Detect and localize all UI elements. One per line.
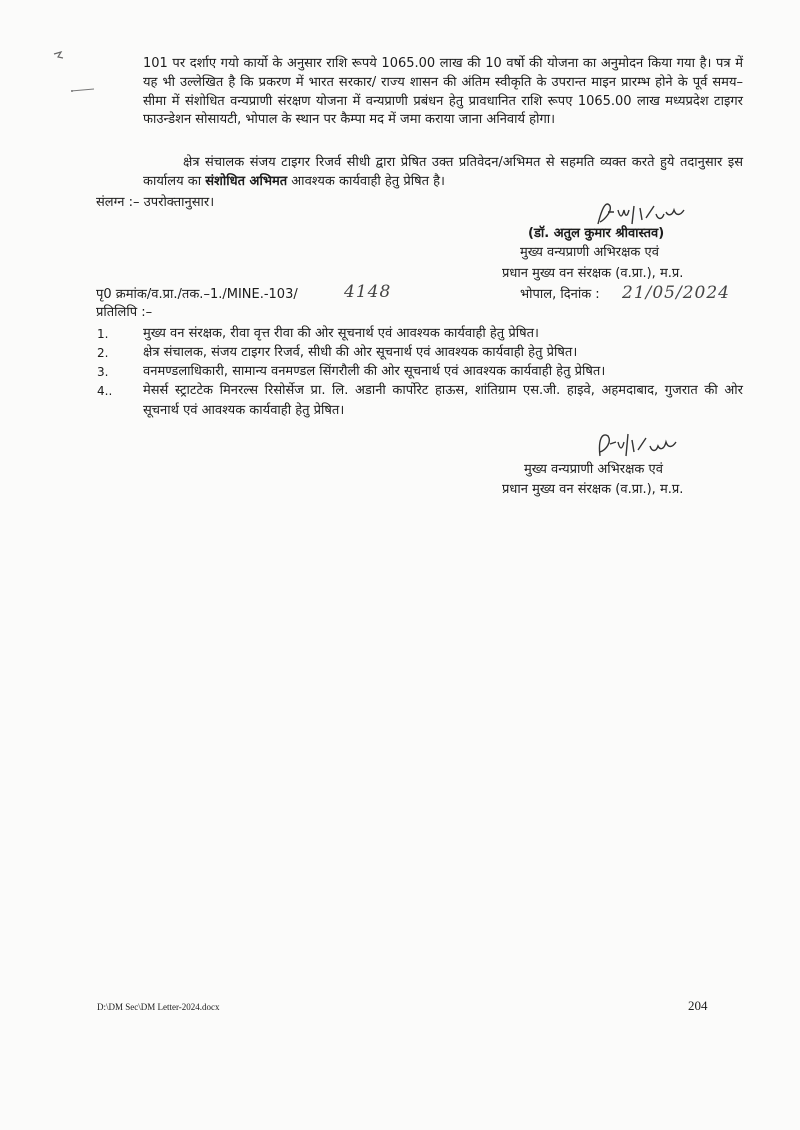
enclosure-line: संलग्न :– उपरोक्तानुसार। — [96, 195, 215, 210]
paragraph-2-end: आवश्यक कार्यवाही हेतु प्रेषित है। — [287, 173, 445, 189]
copy-item: मुख्य वन संरक्षक, रीवा वृत्त रीवा की ओर सूचनार्थ एवं आवश्यक कार्यवाही हेतु प्रेषित। — [143, 326, 539, 341]
copy-item: क्षेत्र संचालक, संजय टाइगर रिजर्व, सीधी की ओर सूचनार्थ एवं आवश्यक कार्यवाही हेतु प्रेषित। — [143, 345, 578, 360]
copy-item-number: 2. — [97, 346, 109, 360]
body-paragraph-2 — [143, 154, 743, 192]
signatory-designation-2: प्रधान मुख्य वन संरक्षक (व.प्रा.), म.प्र. — [502, 266, 684, 281]
copy-to-label: प्रतिलिपि :– — [96, 305, 153, 320]
margin-dash-icon — [70, 86, 96, 94]
copy-item-number: 1. — [97, 327, 109, 341]
body-paragraph-1: 101 पर दर्शाए गयो कार्यो के अनुसार राशि रूपये 1065.00 लाख की 10 वर्षो की योजना का अनुमोदन किया गया है। पत्र में यह भी उल्लेखित है कि प्रकरण में भारत सरकार/ राज्य शासन की अंतिम स्वीकृति के उपरान्त माइन प्रारम्भ होने के पूर्व समय–सीमा में संशोधित वन्यप्राणी संरक्षण योजना में वन्यप्राणी प्रबंधन हेतु प्रावधानित राशि रूपए 1065.00 लाख मध्यप्रदेश टाइगर फाउन्डेशन सोसायटी, भोपाल के स्थान पर कैम्पा मद में जमा कराया जाना अनिवार्य होगा। — [143, 56, 743, 128]
revised-opinion-text: संशोधित अभिमत — [205, 173, 288, 189]
signatory-name: (डॉ. अतुल कुमार श्रीवास्तव) — [528, 226, 665, 241]
signatory-2-designation-1: मुख्य वन्यप्राणी अभिरक्षक एवं — [524, 462, 663, 477]
signatory-2-designation-2: प्रधान मुख्य वन संरक्षक (व.प्रा.), म.प्र. — [502, 482, 684, 497]
handwritten-reference-number: 4148 — [344, 282, 392, 302]
copy-item-number: 3. — [97, 365, 109, 379]
copy-item: वनमण्डलाधिकारी, सामान्य वनमण्डल सिंगरौली की ओर सूचनार्थ एवं आवश्यक कार्यवाही हेतु प्रेषित। — [143, 364, 606, 379]
signatory-designation-1: मुख्य वन्यप्राणी अभिरक्षक एवं — [520, 245, 659, 260]
footer-file-path: D:\DM Sec\DM Letter-2024.docx — [97, 1002, 220, 1012]
paragraph-2-start: क्षेत्र संचालक संजय टाइगर रिजर्व सीधी द्वारा प्रेषित उक्त प्रतिवेदन/अभिमत से सहमति व्यक्त करते हुये तदानुसार इस कार्यालय का — [143, 155, 743, 189]
reference-printed: पृ0 क्रमांक/व.प्रा./तक.–1./MINE.-103/ — [96, 287, 298, 302]
copy-item: मेसर्स स्ट्राटटेक मिनरल्स रिसोर्सेज प्रा. लि. अडानी कार्पोरेट हाऊस, शांतिग्राम एस.जी. हाइवे, अहमदाबाद, गुजरात की ओर सूचनार्थ एवं आवश्यक कार्यवाही हेतु प्रेषित। — [143, 383, 743, 418]
footer-page-number: 204 — [688, 998, 708, 1013]
margin-mark-icon — [52, 48, 66, 62]
place-date-label: भोपाल, दिनांक : — [520, 287, 600, 302]
reference-number — [96, 286, 298, 304]
signature-2-icon — [592, 428, 712, 462]
handwritten-date: 21/05/2024 — [622, 283, 730, 303]
copy-item-number: 4.. — [97, 384, 113, 398]
